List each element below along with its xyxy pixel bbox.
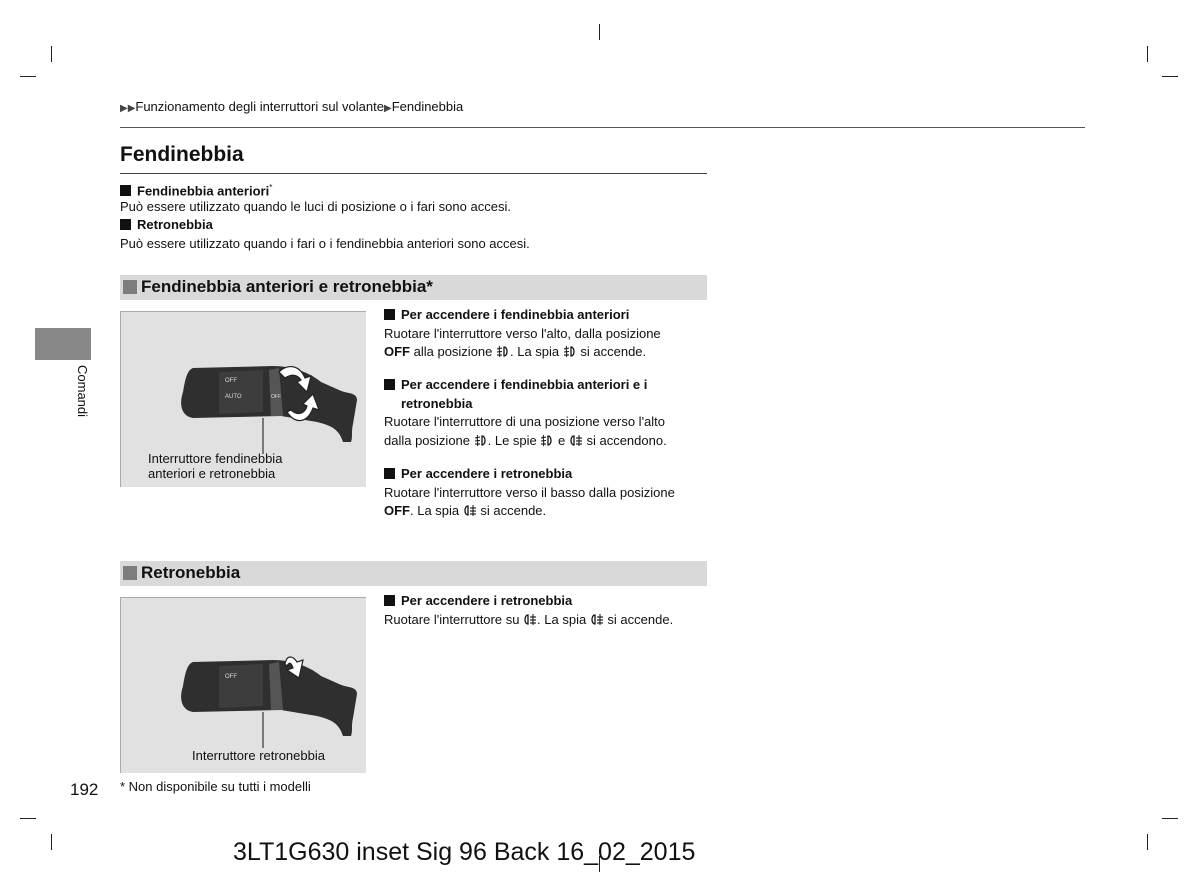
switch-label: AUTO — [225, 394, 242, 400]
front-fog-icon — [540, 434, 554, 447]
breadcrumb — [120, 99, 463, 114]
intro-rear-heading: Retronebbia — [120, 216, 213, 235]
side-tab — [35, 328, 91, 360]
crop-mark — [1162, 818, 1178, 819]
instruction-heading: Per accendere i fendinebbia anteriori — [401, 307, 630, 322]
square-bullet-icon — [384, 595, 395, 606]
instruction-block: Per accendere i fendinebbia anteriori Ruotare l'interruttore verso l'alto, dalla posizione OFF alla posizione . La spia si accende. — [384, 307, 661, 359]
intro-rear-text: Può essere utilizzato quando i fari o i fendinebbia anteriori sono accesi. — [120, 236, 530, 251]
switch-label: OFF — [225, 378, 237, 384]
breadcrumb-separator: ▶ — [383, 103, 392, 114]
print-slug: 3LT1G630 inset Sig 96 Back 16_02_2015 — [233, 838, 696, 866]
title-divider — [120, 173, 707, 174]
instruction-block: Per accendere i retronebbia Ruotare l'interruttore verso il basso dalla posizione OFF. La spia si accende. — [384, 466, 675, 518]
front-fog-icon — [496, 345, 510, 358]
figure-combined-switch — [120, 311, 366, 487]
page-number: 192 — [70, 780, 99, 799]
breadcrumb-arrows: ▶▶ — [120, 103, 136, 114]
section-header — [120, 561, 707, 586]
crop-mark — [1147, 834, 1148, 850]
square-bullet-icon — [384, 379, 395, 390]
figure-rear-fog-switch — [120, 597, 366, 773]
crop-mark — [599, 24, 600, 40]
square-bullet-icon — [384, 468, 395, 479]
breadcrumb-item[interactable]: Funzionamento degli interruttori sul volante — [135, 99, 384, 114]
crop-mark — [1147, 46, 1148, 62]
front-fog-icon — [563, 345, 577, 358]
instruction-block: Per accendere i retronebbia Ruotare l'interruttore su . La spia si accende. — [384, 593, 674, 627]
crop-mark — [51, 46, 52, 62]
intro-front-text: Può essere utilizzato quando le luci di posizione o i fari sono accesi. — [120, 199, 511, 214]
crop-mark — [20, 76, 36, 77]
instruction-heading: Per accendere i fendinebbia anteriori e i — [401, 377, 648, 392]
section-marker — [123, 566, 137, 580]
section-title: Retronebbia — [141, 563, 241, 582]
figure-caption: Interruttore retronebbia — [192, 748, 325, 763]
section-header: Fendinebbia anteriori e retronebbia* — [120, 275, 707, 300]
crop-mark — [20, 818, 36, 819]
lever-illustration — [121, 598, 366, 773]
breadcrumb-item[interactable]: Fendinebbia — [391, 99, 464, 114]
header-divider — [120, 127, 1085, 128]
instruction-heading: Per accendere i retronebbia — [401, 466, 573, 481]
page-title: Fendinebbia — [120, 143, 244, 166]
front-fog-icon — [474, 434, 488, 447]
crop-mark — [51, 834, 52, 850]
rear-fog-icon — [569, 434, 583, 447]
square-bullet-icon — [120, 185, 131, 196]
rear-fog-icon — [523, 613, 537, 626]
intro-front-heading: Fendinebbia anteriori* — [120, 179, 272, 201]
rear-fog-icon — [590, 613, 604, 626]
figure-caption: Interruttore fendinebbia anteriori e retronebbia — [148, 451, 283, 481]
instruction-block: Per accendere i fendinebbia anteriori e i retronebbia Ruotare l'interruttore di una posizione verso l'alto dalla posizione . Le spie e si accendono. — [384, 377, 667, 448]
footnote: * Non disponibile su tutti i modelli — [120, 779, 311, 794]
crop-mark — [1162, 76, 1178, 77]
square-bullet-icon — [120, 219, 131, 230]
side-tab-label: Comandi — [75, 365, 90, 418]
section-title: Fendinebbia anteriori e retronebbia — [141, 277, 427, 296]
instruction-heading: Per accendere i retronebbia — [401, 593, 573, 608]
rear-fog-icon — [463, 504, 477, 517]
switch-label: OFF — [225, 674, 237, 680]
section-marker — [123, 280, 137, 294]
switch-label: OFF — [271, 394, 281, 400]
square-bullet-icon — [384, 309, 395, 320]
